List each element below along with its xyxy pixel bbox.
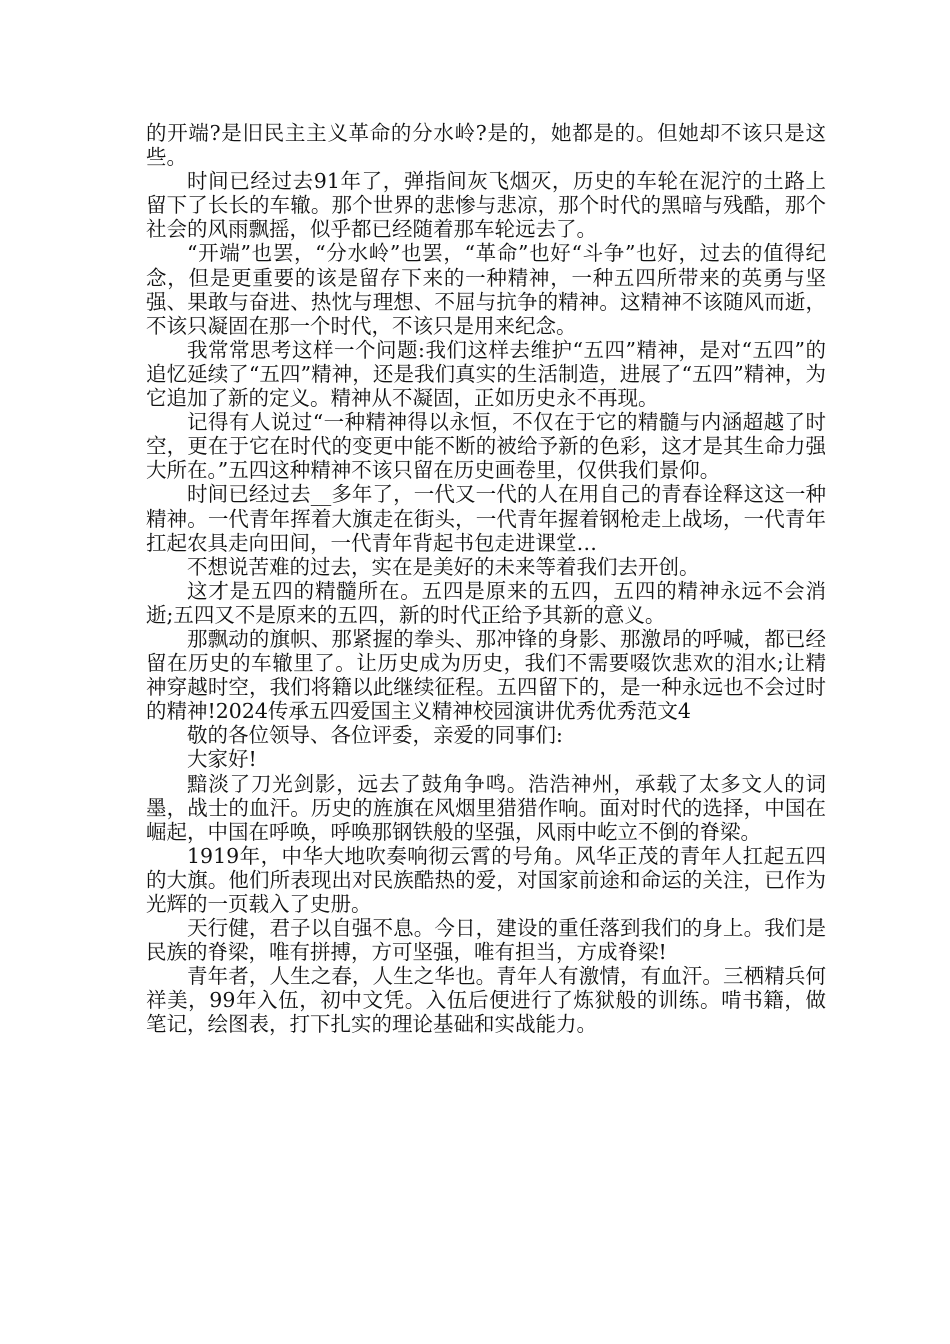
paragraph-1: 的开端?是旧民主主义革命的分水岭?是的，她都是的。但她却不该只是这些。 — [146, 121, 826, 170]
salutation: 敬的各位领导、各位评委，亲爱的同事们: — [187, 723, 563, 748]
paragraph-15: 青年者，人生之春，人生之华也。青年人有激情，有血汗。三栖精兵何祥美，99年入伍，初中文凭。入伍后便进行了炼狱般的训练。啃书籍，做笔记，绘图表，打下扎实的理论基础和实战能力。 — [146, 964, 826, 1037]
paragraph-8: 这才是五四的精髓所在。五四是原来的五四，五四的精神永远不会消逝;五四又不是原来的五四，新的时代正给予其新的意义。 — [146, 578, 826, 627]
paragraph-7: 不想说苦难的过去，实在是美好的未来等着我们去开创。 — [187, 554, 700, 579]
paragraph-3: “开端”也罢，“分水岭”也罢，“革命”也好“斗争”也好，过去的值得纪念，但是更重要的该是留存下来的一种精神，一种五四所带来的英勇与坚强、果敢与奋进、热忱与理想、不屈与抗争的精神。这精神不该随风而逝，不该只凝固在那一个时代，不该只是用来纪念。 — [146, 241, 826, 338]
greeting: 大家好! — [187, 747, 257, 772]
document-page — [146, 121, 826, 1037]
paragraph-14: 天行健，君子以自强不息。今日，建设的重任落到我们的身上。我们是民族的脊梁，唯有拼搏，方可坚强，唯有担当，方成脊梁! — [146, 916, 826, 965]
paragraph-4: 我常常思考这样一个问题:我们这样去维护“五四”精神，是对“五四”的追忆延续了“五四”精神，还是我们真实的生活制造，进展了“五四”精神，为它追加了新的定义。精神从不凝固，正如历史永不再现。 — [146, 337, 826, 411]
paragraph-12: 黯淡了刀光剑影，远去了鼓角争鸣。浩浩神州，承载了太多文人的词墨，战士的血汗。历史的旌旗在风烟里猎猎作响。面对时代的选择，中国在崛起，中国在呼唤，呼唤那钢铁般的坚强，风雨中屹立不倒的脊梁。 — [146, 771, 826, 844]
paragraph-6: 时间已经过去__多年了，一代又一代的人在用自己的青春诠释这这一种精神。一代青年挥着大旗走在街头，一代青年握着钢枪走上战场，一代青年扛起农具走向田间，一代青年背起书包走进课堂… — [146, 482, 826, 555]
paragraph-5: 记得有人说过“一种精神得以永恒，不仅在于它的精髓与内涵超越了时空，更在于它在时代的变更中能不断的被给予新的色彩，这才是其生命力强大所在。”五四这种精神不该只留在历史画卷里，仅供我们景仰。 — [146, 410, 826, 483]
paragraph-2: 时间已经过去91年了，弹指间灰飞烟灭，历史的车轮在泥泞的土路上留下了长长的车辙。那个世界的悲惨与悲凉，那个时代的黑暗与残酷，那个社会的风雨飘摇，似乎都已经随着那车轮远去了。 — [146, 169, 826, 242]
paragraph-9: 那飘动的旗帜、那紧握的拳头、那冲锋的身影、那激昂的呼喊，都已经留在历史的车辙里了。让历史成为历史，我们不需要啜饮悲欢的泪水;让精神穿越时空，我们将籍以此继续征程。五四留下的，是一种永远也不会过时的精神!2024传承五四爱国主义精神校园演讲优秀优秀范文4 — [146, 626, 826, 724]
paragraph-13: 1919年，中华大地吹奏响彻云霄的号角。风华正茂的青年人扛起五四的大旗。他们所表现出对民族酷热的爱，对国家前途和命运的关注，已作为光辉的一页载入了史册。 — [146, 843, 826, 916]
